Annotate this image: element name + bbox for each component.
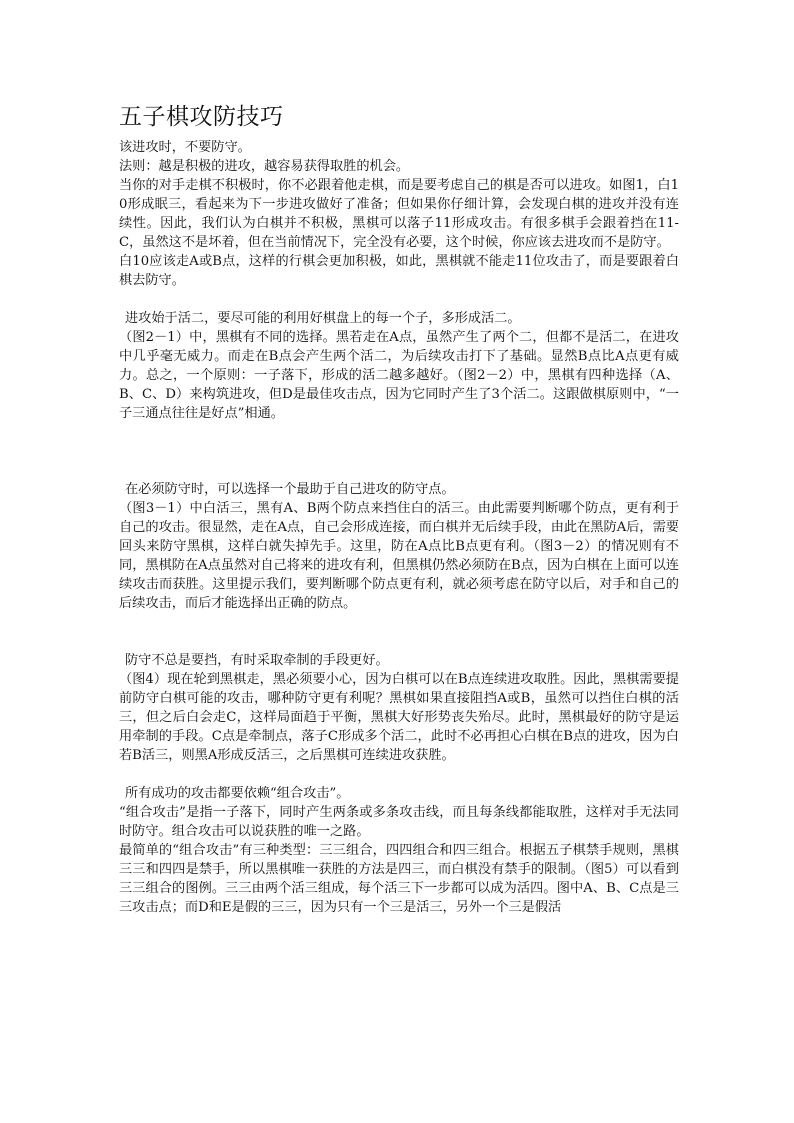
section-4-paragraph: （图4）现在轮到黑棋走，黑必须要小心，因为白棋可以在B点连续进攻取胜。因此，黑棋需要提前防守白棋可能的攻击，哪种防守更有利呢？黑棋如果直接阻挡A或B，虽然可以挡住白棋的活三，但之后白会走C，这样局面趋于平衡，黑棋大好形势丧失殆尽。此时，黑棋最好的防守是运用牵制的手段。C点是牵制点，落子C形成多个活二，此时不必再担心白棋在B点的进攻，因为白若B活三，则黑A形成反活三，之后黑棋可连续进攻获胜。 xyxy=(119,672,679,763)
spacer xyxy=(119,423,679,480)
section-5-paragraph: “组合攻击”是指一子落下，同时产生两条或多条攻击线，而且每条线都能取胜，这样对手无法同时防守。组合攻击可以说获胜的唯一之路。 xyxy=(119,805,679,839)
section-5-heading: 所有成功的攻击都要依赖“组合攻击”。 xyxy=(125,786,350,801)
section-5-paragraph: 最简单的“组合攻击”有三种类型：三三组合，四四组合和四三组合。根据五子棋禁手规则，黑棋三三和四四是禁手，所以黑棋唯一获胜的方法是四三，而白棋没有禁手的限制。（图5）可以看到三三组合的图例。三三由两个活三组成，每个活三下一步都可以成为活四。图中A、B、C点是三三攻击点；而D和E是假的三三，因为只有一个三是活三，另外一个三是假活 xyxy=(119,843,679,915)
section-1-paragraph: 当你的对手走棋不积极时，你不必跟着他走棋，而是要考虑自己的棋是否可以进攻。如图1，白10形成眠三，看起来为下一步进攻做好了准备；但如果你仔细计算，会发现白棋的进攻并没有连续性。因此，我们认为白棋并不积极，黑棋可以落子11形成攻击。有很多棋手会跟着挡在11-C，虽然这不是坏着，但在当前情况下，完全没有必要，这个时候，你应该去进攻而不是防守。 xyxy=(119,178,679,250)
spacer xyxy=(119,613,679,651)
section-3-paragraph: （图3－1）中白活三，黑有A、B两个防点来挡住白的活三。由此需要判断哪个防点，更有利于自己的攻击。很显然，走在A点，自己会形成连接，而白棋并无后续手段，由此在黑防A后，需要回头来防守黑棋，这样白就失掉先手。这里，防在A点比B点更有利。（图3－2）的情况则有不同，黑棋防在A点虽然对自己将来的进攻有利，但黑棋仍然必须防在B点，因为白棋在上面可以连续攻击而获胜。这里提示我们，要判断哪个防点更有利，就必须考虑在防守以后，对手和自己的后续攻击，而后才能选择出正确的防点。 xyxy=(119,501,679,611)
section-1-heading: 该进攻时，不要防守。 xyxy=(119,140,251,155)
section-3-heading: 在必须防守时，可以选择一个最助于自己进攻的防守点。 xyxy=(125,482,455,497)
section-4-heading: 防守不总是要挡，有时采取牵制的手段更好。 xyxy=(125,653,389,668)
section-2-heading: 进攻始于活二，要尽可能的利用好棋盘上的每一个子，多形成活二。 xyxy=(125,311,521,326)
document-title: 五子棋攻防技巧 xyxy=(119,104,284,130)
section-1-rule: 法则：越是积极的进攻，越容易获得取胜的机会。 xyxy=(119,159,410,174)
section-2-paragraph: （图2－1）中，黑棋有不同的选择。黑若走在A点，虽然产生了两个二，但都不是活二，在进攻中几乎毫无威力。而走在B点会产生两个活二，为后续攻击打下了基础。显然B点比A点更有威力。总之，一个原则：一子落下，形成的活二越多越好。（图2－2）中，黑棋有四种选择（A、B、C、D）来构筑进攻，但D是最佳攻击点，因为它同时产生了3个活二。这跟做棋原则中，“一子三通点往往是好点”相通。 xyxy=(119,330,679,421)
spacer xyxy=(119,290,679,309)
document-body xyxy=(119,100,679,917)
spacer xyxy=(119,765,679,784)
section-1-paragraph: 白10应该走A或B点，这样的行棋会更加积极，如此，黑棋就不能走11位攻击了，而是要跟着白棋去防守。 xyxy=(119,254,679,288)
